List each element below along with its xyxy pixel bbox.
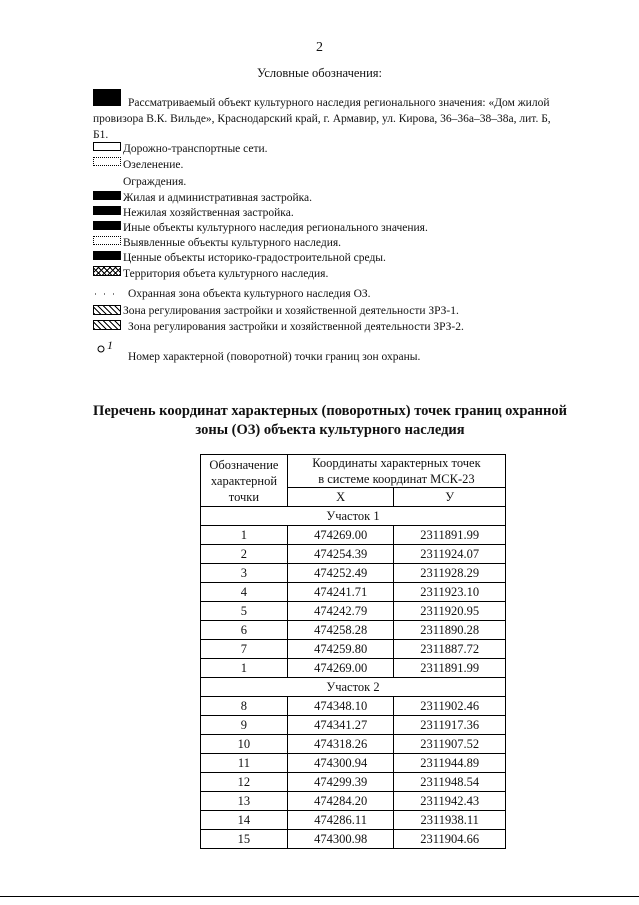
point-cell: 3 [201, 564, 288, 583]
x-cell: 474348.10 [287, 697, 394, 716]
x-cell: 474300.94 [287, 754, 394, 773]
point-cell: 15 [201, 830, 288, 849]
point-cell: 10 [201, 735, 288, 754]
legend-object-line3: Б1. [93, 129, 109, 141]
table-row [201, 640, 506, 659]
residential-swatch [93, 191, 121, 200]
territory-swatch [93, 266, 121, 276]
zrz1-swatch [93, 305, 121, 315]
x-cell: 474254.39 [287, 545, 394, 564]
table-row [201, 545, 506, 564]
point-marker-number: 1 [107, 338, 113, 352]
point-marker-icon [96, 344, 106, 354]
x-cell: 474242.79 [287, 602, 394, 621]
legend-other-objects: Иные объекты культурного наследия регионального значения. [123, 222, 428, 234]
legend-nonresidential: Нежилая хозяйственная застройка. [123, 207, 294, 219]
list-title-line1: Перечень координат характерных (поворотных) точек границ охранной [93, 403, 567, 419]
legend-protection-zone: Охранная зона объекта культурного наследия ОЗ. [128, 288, 371, 300]
y-cell: 2311924.07 [394, 545, 506, 564]
y-column-header: У [394, 488, 506, 507]
legend-zrz1: Зона регулирования застройки и хозяйственной деятельности ЗРЗ-1. [123, 305, 459, 317]
x-cell: 474252.49 [287, 564, 394, 583]
point-cell: 7 [201, 640, 288, 659]
list-title-line2: зоны (ОЗ) объекта культурного наследия [195, 422, 465, 438]
x-cell: 474259.80 [287, 640, 394, 659]
x-cell: 474284.20 [287, 792, 394, 811]
col1-line3: точки [228, 489, 260, 504]
page-bottom-rule [0, 896, 639, 897]
point-cell: 1 [201, 659, 288, 678]
point-cell: 12 [201, 773, 288, 792]
section-2-label: Участок 2 [201, 678, 506, 697]
x-cell: 474300.98 [287, 830, 394, 849]
legend-object-line1: Рассматриваемый объект культурного наследия регионального значения: «Дом жилой [128, 97, 550, 109]
x-cell: 474286.11 [287, 811, 394, 830]
zrz2-swatch [93, 320, 121, 330]
y-cell: 2311938.11 [394, 811, 506, 830]
x-column-header: X [287, 488, 394, 507]
table-row [201, 697, 506, 716]
protection-zone-dashed-line [93, 290, 123, 298]
col2-line1: Координаты характерных точек [312, 456, 481, 470]
legend-valuable: Ценные объекты историко-градостроительной среды. [123, 252, 386, 264]
legend-residential: Жилая и административная застройка. [123, 192, 313, 204]
y-cell: 2311902.46 [394, 697, 506, 716]
coords-column-header [287, 455, 505, 488]
roads-swatch [93, 142, 121, 151]
point-cell: 13 [201, 792, 288, 811]
other-objects-swatch [93, 221, 121, 230]
legend-point-number: Номер характерной (поворотной) точки границ зон охраны. [128, 351, 421, 363]
object-swatch [93, 89, 121, 106]
x-cell: 474241.71 [287, 583, 394, 602]
x-cell: 474318.26 [287, 735, 394, 754]
point-cell: 8 [201, 697, 288, 716]
coordinates-table [200, 454, 506, 849]
table-row [201, 602, 506, 621]
table-row [201, 564, 506, 583]
x-cell: 474269.00 [287, 526, 394, 545]
col1-line2: характерной [210, 473, 278, 488]
table-row [201, 792, 506, 811]
page-number: 2 [316, 40, 323, 55]
y-cell: 2311907.52 [394, 735, 506, 754]
legend-object-line2: провизора В.К. Вильде», Краснодарский край, г. Армавир, ул. Кирова, 36–36а–38–38а, лит. Б, [93, 113, 551, 125]
point-cell: 6 [201, 621, 288, 640]
table-row [201, 583, 506, 602]
point-cell: 5 [201, 602, 288, 621]
y-cell: 2311891.99 [394, 659, 506, 678]
table-row [201, 716, 506, 735]
legend-roads: Дорожно-транспортные сети. [123, 143, 268, 155]
y-cell: 2311917.36 [394, 716, 506, 735]
x-cell: 474299.39 [287, 773, 394, 792]
x-cell: 474258.28 [287, 621, 394, 640]
coordinates-list-title [60, 402, 600, 440]
identified-swatch [93, 236, 121, 245]
table-row [201, 621, 506, 640]
y-cell: 2311948.54 [394, 773, 506, 792]
x-cell: 474341.27 [287, 716, 394, 735]
col2-line2: в системе координат МСК-23 [318, 472, 475, 486]
y-cell: 2311942.43 [394, 792, 506, 811]
col1-line1: Обозначение [209, 457, 279, 472]
table-row [201, 659, 506, 678]
y-cell: 2311923.10 [394, 583, 506, 602]
table-row [201, 773, 506, 792]
point-cell: 4 [201, 583, 288, 602]
table-row [201, 735, 506, 754]
point-cell: 14 [201, 811, 288, 830]
table-row [201, 526, 506, 545]
x-cell: 474269.00 [287, 659, 394, 678]
greenery-swatch [93, 157, 121, 166]
y-cell: 2311887.72 [394, 640, 506, 659]
y-cell: 2311944.89 [394, 754, 506, 773]
y-cell: 2311904.66 [394, 830, 506, 849]
point-cell: 11 [201, 754, 288, 773]
table-row [201, 830, 506, 849]
legend-identified: Выявленные объекты культурного наследия. [123, 237, 342, 249]
legend-zrz2: Зона регулирования застройки и хозяйственной деятельности ЗРЗ-2. [128, 321, 464, 333]
y-cell: 2311891.99 [394, 526, 506, 545]
valuable-swatch [93, 251, 121, 260]
y-cell: 2311928.29 [394, 564, 506, 583]
y-cell: 2311890.28 [394, 621, 506, 640]
y-cell: 2311920.95 [394, 602, 506, 621]
section-1-label: Участок 1 [201, 507, 506, 526]
point-cell: 2 [201, 545, 288, 564]
point-cell: 9 [201, 716, 288, 735]
legend-greenery: Озеленение. [123, 159, 184, 171]
nonresidential-swatch [93, 206, 121, 215]
legend-territory: Территория объета культурного наследия. [123, 268, 329, 280]
legend-title: Условные обозначения: [256, 66, 383, 80]
table-row [201, 754, 506, 773]
legend-fences: Ограждения. [123, 176, 187, 188]
table-row [201, 811, 506, 830]
point-column-header [201, 455, 288, 507]
point-cell: 1 [201, 526, 288, 545]
